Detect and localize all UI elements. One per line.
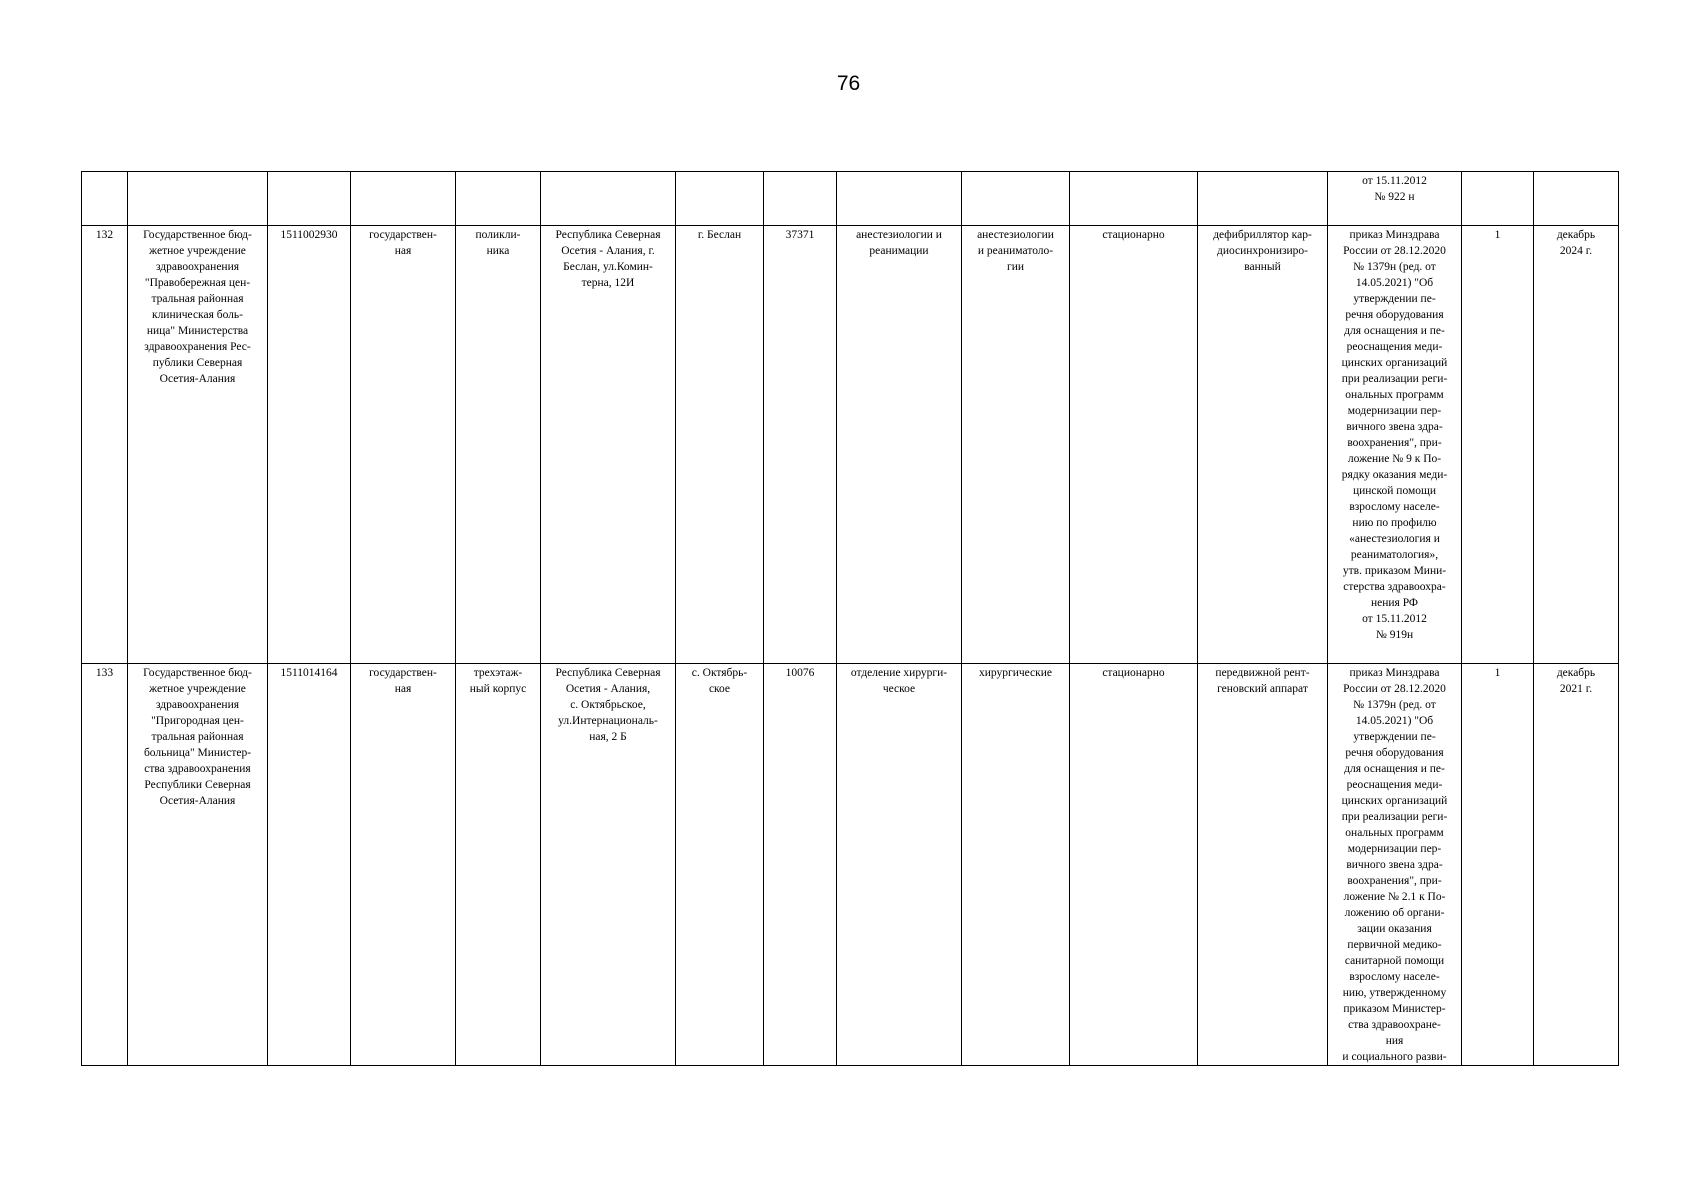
cell-equipment <box>1198 172 1328 226</box>
cell-locality: г. Беслан <box>676 226 764 664</box>
cell-department: отделение хирурги- ческое <box>837 664 962 1066</box>
cell-building: поликли- ника <box>456 226 541 664</box>
cell-locality: с. Октябрь- ское <box>676 664 764 1066</box>
cell-department <box>837 172 962 226</box>
cell-number: 132 <box>82 226 128 664</box>
cell-regulation: от 15.11.2012 № 922 н <box>1328 172 1462 226</box>
cell-code <box>764 172 837 226</box>
cell-care-conditions <box>1070 172 1198 226</box>
cell-ownership: государствен- ная <box>351 226 456 664</box>
cell-number <box>82 172 128 226</box>
cell-building <box>456 172 541 226</box>
cell-equipment: передвижной рент- геновский аппарат <box>1198 664 1328 1066</box>
cell-profile: хирургические <box>962 664 1070 1066</box>
cell-organization: Государственное бюд- жетное учреждение здравоохранения "Пригородная цен- тральная районная больница" Министер- ства здравоохранения Республики Северная Осетия-Алания <box>128 664 268 1066</box>
table-row <box>82 226 1619 664</box>
cell-building: трехэтаж- ный корпус <box>456 664 541 1066</box>
equipment-table <box>81 171 1619 1066</box>
cell-number: 133 <box>82 664 128 1066</box>
cell-quantity <box>1462 172 1534 226</box>
cell-address: Республика Северная Осетия - Алания, с. Октябрьское, ул.Интернациональ- ная, 2 Б <box>541 664 676 1066</box>
cell-organization <box>128 172 268 226</box>
table-row <box>82 172 1619 226</box>
cell-deadline: декабрь 2021 г. <box>1534 664 1619 1066</box>
cell-address <box>541 172 676 226</box>
cell-deadline <box>1534 172 1619 226</box>
cell-code: 37371 <box>764 226 837 664</box>
table-row <box>82 664 1619 1066</box>
cell-department: анестезиологии и реанимации <box>837 226 962 664</box>
cell-ownership <box>351 172 456 226</box>
cell-quantity: 1 <box>1462 226 1534 664</box>
cell-quantity: 1 <box>1462 664 1534 1066</box>
cell-regulation: приказ Минздрава России от 28.12.2020 № 1379н (ред. от 14.05.2021) "Об утверждении пе- речня оборудования для оснащения и пе- реоснащения меди- цинских организаций при реализации реги- ональных программ модернизации пер- вичного звена здра- воохранения", при- ложение № 9 к По- рядку оказания меди- цинской помощи взрослому населе- нию по профилю «анестезиология и реаниматология», утв. приказом Мини- стерства здравоохра- нения РФ от 15.11.2012 № 919н <box>1328 226 1462 664</box>
cell-inn: 1511002930 <box>268 226 351 664</box>
cell-deadline: декабрь 2024 г. <box>1534 226 1619 664</box>
cell-equipment: дефибриллятор кар- диосинхронизиро- ванный <box>1198 226 1328 664</box>
cell-code: 10076 <box>764 664 837 1066</box>
cell-inn <box>268 172 351 226</box>
cell-address: Республика Северная Осетия - Алания, г. Беслан, ул.Комин- терна, 12И <box>541 226 676 664</box>
cell-ownership: государствен- ная <box>351 664 456 1066</box>
cell-profile <box>962 172 1070 226</box>
cell-inn: 1511014164 <box>268 664 351 1066</box>
cell-care-conditions: стационарно <box>1070 226 1198 664</box>
cell-organization: Государственное бюд- жетное учреждение здравоохранения "Правобережная цен- тральная районная клиническая боль- ница" Министерства здравоохранения Рес- публики Северная Осетия-Алания <box>128 226 268 664</box>
cell-care-conditions: стационарно <box>1070 664 1198 1066</box>
cell-regulation: приказ Минздрава России от 28.12.2020 № 1379н (ред. от 14.05.2021) "Об утверждении пе- речня оборудования для оснащения и пе- реоснащения меди- цинских организаций при реализации реги- ональных программ модернизации пер- вичного звена здра- воохранения", при- ложение № 2.1 к По- ложению об органи- зации оказания первичной медико- санитарной помощи взрослому населе- нию, утвержденному приказом Министер- ства здравоохране- ния и социального разви- <box>1328 664 1462 1066</box>
page-number: 76 <box>836 72 861 95</box>
cell-locality <box>676 172 764 226</box>
cell-profile: анестезиологии и реаниматоло- гии <box>962 226 1070 664</box>
